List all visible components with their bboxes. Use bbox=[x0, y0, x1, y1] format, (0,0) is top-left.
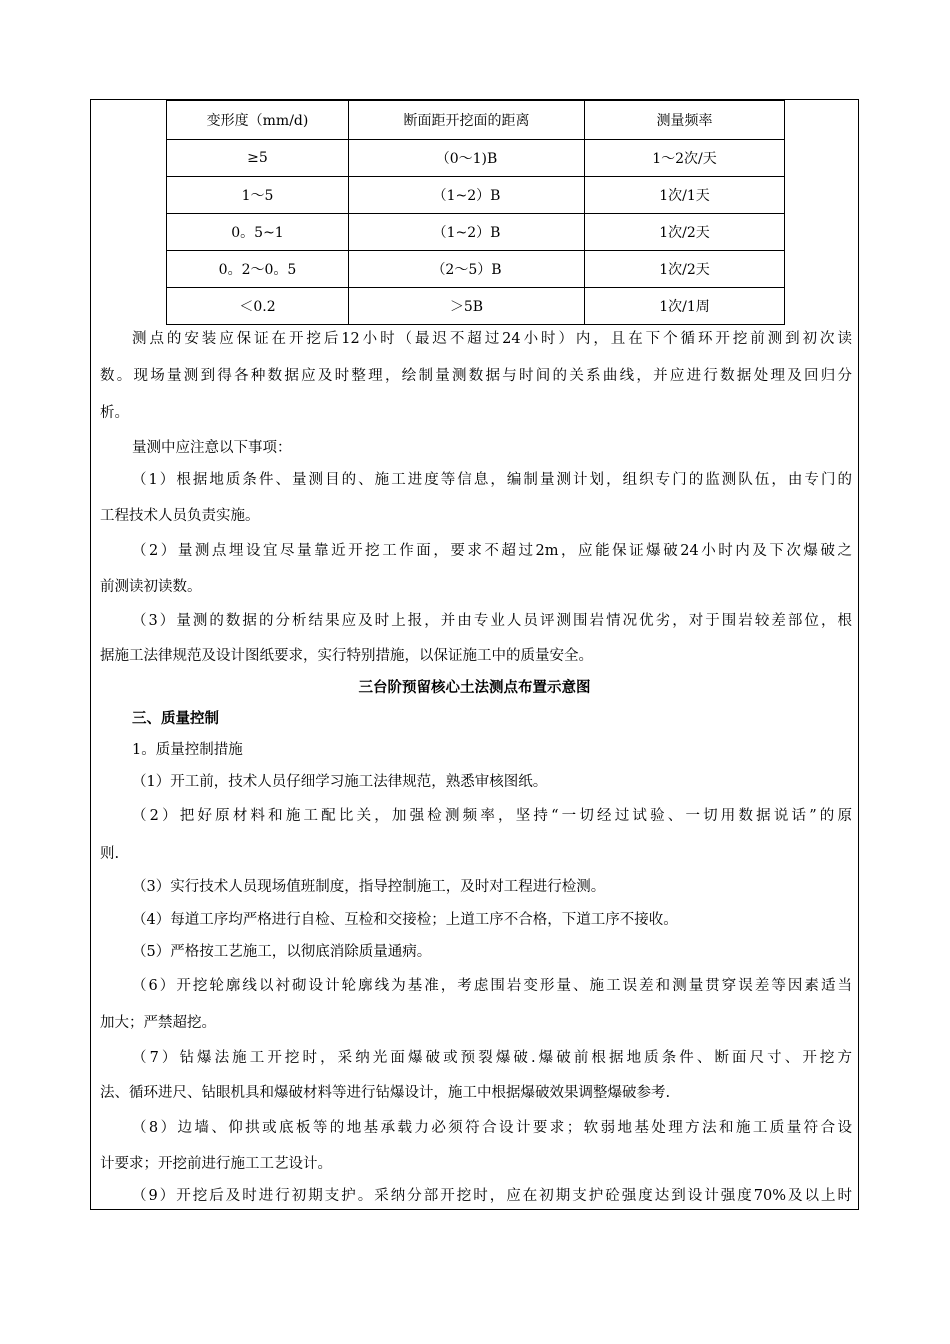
table-header-row bbox=[167, 101, 785, 140]
paragraph-line: （2）量测点埋设宜尽量靠近开挖工作面，要求不超过2m，应能保证爆破24小时内及下次爆破之 bbox=[132, 543, 852, 559]
table-cell: 1次/1天 bbox=[585, 177, 785, 214]
paragraph-line: 前测读初读数。 bbox=[100, 579, 202, 595]
table-row bbox=[167, 177, 785, 214]
table-row bbox=[167, 251, 785, 288]
paragraph-line: （6）开挖轮廓线以衬砌设计轮廓线为基准，考虑围岩变形量、施工误差和测量贯穿误差等因素适当 bbox=[132, 978, 852, 994]
paragraph-line: 加大；严禁超挖。 bbox=[100, 1015, 216, 1031]
measurement-frequency-table bbox=[166, 100, 785, 325]
table-cell: 1次/1周 bbox=[585, 288, 785, 325]
section-heading: 三、质量控制 bbox=[132, 710, 219, 727]
paragraph-line: （9）开挖后及时进行初期支护。采纳分部开挖时，应在初期支护砼强度达到设计强度70%及以上时 bbox=[132, 1188, 852, 1204]
paragraph-line: （1）根据地质条件、量测目的、施工进度等信息，编制量测计划，组织专门的监测队伍，由专门的 bbox=[132, 472, 852, 488]
paragraph-line: 工程技术人员负责实施。 bbox=[100, 508, 260, 524]
table-cell: 0。5~1 bbox=[167, 214, 349, 251]
paragraph-line: 计要求；开挖前进行施工工艺设计。 bbox=[100, 1156, 332, 1172]
paragraph-line: 法、循环进尺、钻眼机具和爆破材料等进行钻爆设计，施工中根据爆破效果调整爆破参考. bbox=[100, 1085, 671, 1101]
table-cell: 1～2次/天 bbox=[585, 140, 785, 177]
table-cell: 1～5 bbox=[167, 177, 349, 214]
paragraph-line: 则. bbox=[100, 846, 120, 862]
paragraph-line: （3）实行技术人员现场值班制度，指导控制施工，及时对工程进行检测。 bbox=[132, 879, 606, 895]
table-row bbox=[167, 140, 785, 177]
subsection-heading: 1。质量控制措施 bbox=[132, 742, 243, 758]
table-cell: ＜0.2 bbox=[167, 288, 349, 325]
paragraph-line: （2）把好原材料和施工配比关，加强检测频率，坚持“一切经过试验、一切用数据说话”的原 bbox=[132, 808, 852, 824]
table-cell: （2～5）B bbox=[349, 251, 585, 288]
table-row bbox=[167, 214, 785, 251]
paragraph-line: （8）边墙、仰拱或底板等的地基承载力必须符合设计要求；软弱地基处理方法和施工质量符合设 bbox=[132, 1120, 852, 1136]
paragraph-line: （3）量测的数据的分析结果应及时上报，并由专业人员评测围岩情况优劣，对于围岩较差部位，根 bbox=[132, 613, 852, 629]
table-cell: （1~2）B bbox=[349, 214, 585, 251]
table-cell: 1次/2天 bbox=[585, 251, 785, 288]
header-deformation: 变形度（mm/d) bbox=[167, 101, 349, 140]
table-row bbox=[167, 288, 785, 325]
figure-caption: 三台阶预留核心土法测点布置示意图 bbox=[358, 679, 591, 696]
table-cell: （0～1)B bbox=[349, 140, 585, 177]
paragraph-line: 测点的安装应保证在开挖后12小时（最迟不超过24小时）内，且在下个循环开挖前测到初次读 bbox=[132, 331, 852, 347]
paragraph-line: 析。 bbox=[100, 405, 129, 421]
table-cell: ≥5 bbox=[167, 140, 349, 177]
paragraph-line: （7）钻爆法施工开挖时，采纳光面爆破或预裂爆破.爆破前根据地质条件、断面尺寸、开挖方 bbox=[132, 1050, 852, 1066]
table-cell: （1~2）B bbox=[349, 177, 585, 214]
header-distance: 断面距开挖面的距离 bbox=[349, 101, 585, 140]
table-cell: ＞5B bbox=[349, 288, 585, 325]
header-frequency: 测量频率 bbox=[585, 101, 785, 140]
paragraph-line: （1）开工前，技术人员仔细学习施工法律规范，熟悉审核图纸。 bbox=[132, 774, 548, 790]
paragraph-line: （4）每道工序均严格进行自检、互检和交接检；上道工序不合格，下道工序不接收。 bbox=[132, 912, 678, 928]
table-cell: 0。2～0。5 bbox=[167, 251, 349, 288]
table-cell: 1次/2天 bbox=[585, 214, 785, 251]
paragraph-line: （5）严格按工艺施工，以彻底消除质量通病。 bbox=[132, 944, 432, 960]
paragraph-line: 量测中应注意以下事项： bbox=[132, 440, 292, 456]
paragraph-line: 数。现场量测到得各种数据应及时整理，绘制量测数据与时间的关系曲线，并应进行数据处理及回归分 bbox=[100, 368, 852, 384]
paragraph-line: 据施工法律规范及设计图纸要求，实行特别措施，以保证施工中的质量安全。 bbox=[100, 648, 593, 664]
